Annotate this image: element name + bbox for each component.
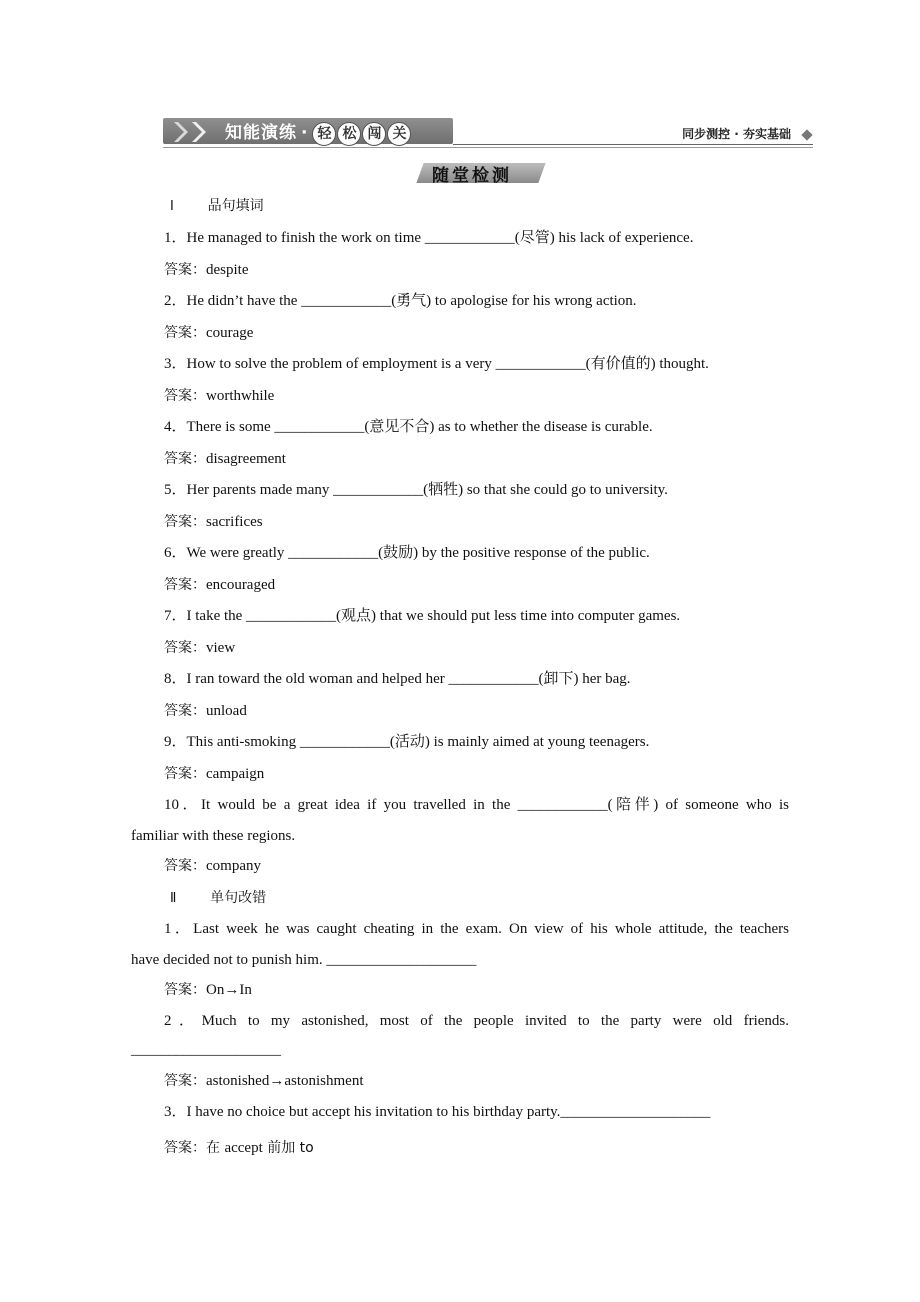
header-title: 知能演练 · 轻 松 闯 关: [225, 120, 412, 146]
chevron-right-icon: [187, 120, 211, 144]
section-title: 随堂检测: [412, 160, 542, 186]
answer-line: 答案：astonished→astonishment: [164, 1073, 364, 1089]
question-line: 1．Last week he was caught cheating in the exam. On view of his whole attitude, the teachers: [164, 921, 789, 937]
question-line: 3．I have no choice but accept his invitation to his birthday party.____________________: [164, 1104, 711, 1120]
answer-line: 答案：在 accept 前加 to: [164, 1140, 314, 1156]
question-line-continuation: familiar with these regions.: [131, 828, 296, 844]
header-rule: [453, 144, 813, 145]
answer-line: 答案：company: [164, 858, 261, 874]
header-title-bar: [163, 118, 453, 144]
question-line: 1．He managed to finish the work on time ____________(尽管) his lack of experience.: [164, 230, 694, 246]
question-line: 2．He didn’t have the ____________(勇气) to apologise for his wrong action.: [164, 293, 637, 309]
question-line: 3．How to solve the problem of employment is a very ____________(有价值的) thought.: [164, 356, 709, 372]
question-line-continuation: have decided not to punish him. ____________________: [131, 952, 477, 968]
answer-line: 答案：disagreement: [164, 451, 286, 467]
part2-heading: Ⅱ 单句改错: [170, 890, 267, 906]
answer-line: 答案：view: [164, 640, 236, 656]
header-subtitle: 同步测控 · 夯实基础: [682, 127, 791, 141]
answer-line: 答案：unload: [164, 703, 247, 719]
answer-line: 答案：despite: [164, 262, 249, 278]
question-line: 8．I ran toward the old woman and helped her ____________(卸下) her bag.: [164, 671, 631, 687]
answer-line: 答案：encouraged: [164, 577, 276, 593]
question-line: 5．Her parents made many ____________(牺牲) so that she could go to university.: [164, 482, 668, 498]
question-line: 10．It would be a great idea if you travelled in the ____________(陪伴) of someone who is: [164, 797, 789, 813]
question-line: 2．Much to my astonished, most of the people invited to the party were old friends.: [164, 1013, 789, 1029]
question-line-continuation: ____________________: [131, 1042, 281, 1058]
question-line: 6．We were greatly ____________(鼓励) by the positive response of the public.: [164, 545, 650, 561]
answer-line: 答案：courage: [164, 325, 254, 341]
answer-line: 答案：worthwhile: [164, 388, 275, 404]
header-rule-lower: [163, 147, 813, 148]
answer-line: 答案：campaign: [164, 766, 265, 782]
header-banner: [163, 116, 813, 148]
question-line: 7．I take the ____________(观点) that we should put less time into computer games.: [164, 608, 681, 624]
diamond-icon: [801, 129, 812, 140]
part1-heading: Ⅰ 品句填词: [170, 198, 264, 214]
answer-line: 答案：On→In: [164, 982, 252, 998]
question-line: 4．There is some ____________(意见不合) as to whether the disease is curable.: [164, 419, 653, 435]
question-line: 9．This anti-smoking ____________(活动) is mainly aimed at young teenagers.: [164, 734, 650, 750]
answer-line: 答案：sacrifices: [164, 514, 263, 530]
